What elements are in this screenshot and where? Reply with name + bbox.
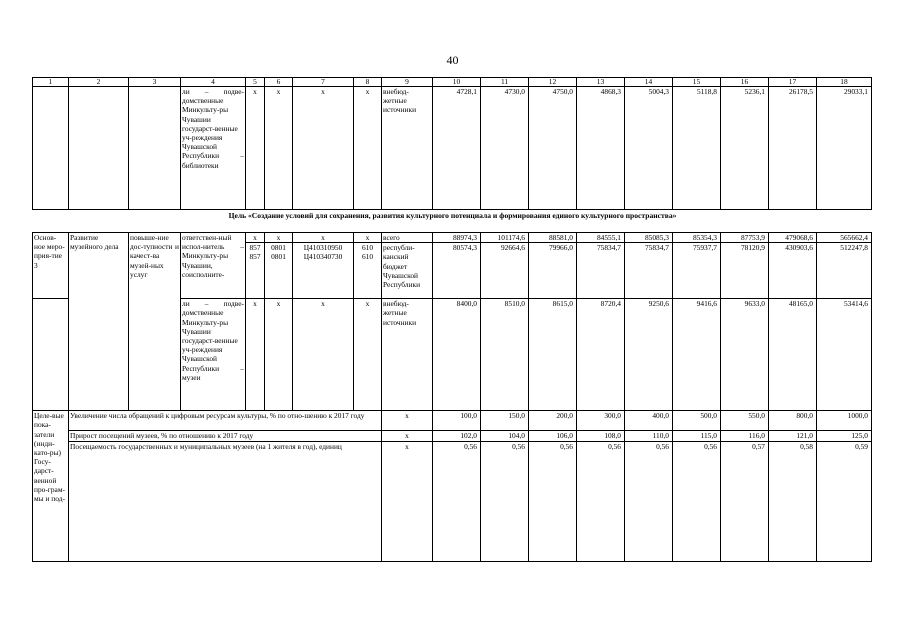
column-number-7: 7 <box>293 78 354 87</box>
column-number-8: 8 <box>354 78 382 87</box>
column-number-3: 3 <box>129 78 181 87</box>
budget-table-part-2 <box>32 232 872 562</box>
event-number-cell: Основ-ное меро-прия-тие 3 <box>33 233 69 299</box>
indicator-name-cell: Прирост посещений музеев, % по отношению к 2017 году <box>69 431 382 441</box>
column-number-15: 15 <box>673 78 721 87</box>
indicator-name-cell: Увеличение числа обращений к цифровым ресурсам культуры, % по отно-шению к 2017 году <box>69 411 382 431</box>
table-row: ли – подве-домственные Минкульту-ры Чувашии государст-венные уч-реждения Чувашской Республики – библиотеки x x x x внебюд-жетные источники 4728,1 4730,0 4750,0 4868,3 5004,3 5118,8 5236,1 26178,5 29033,1 <box>33 87 872 210</box>
table-row: Посещаемость государственных и муниципальных музеев (на 1 жителя в год), единиц x 0,56 0,56 0,56 0,56 0,56 0,56 0,57 0,58 0,59 <box>33 441 872 562</box>
expected-result-cell: повыше-ние дос-тупности и качест-ва музей-ных услуг <box>129 233 181 411</box>
column-number-1: 1 <box>33 78 69 87</box>
table-row: Основ-ное меро-прия-тие 3 Развитие музейного дела повыше-ние дос-тупности и качест-ва музей-ных услуг ответствен-ный испол-нитель – Минкульту-ры Чувашии, соисполните- x x x x всего 88974,3 101174,6 88581,0 84555,1 85085,3 85354,3 87753,9 479068,6 565662,4 <box>33 233 872 243</box>
executor-cell: ответствен-ный испол-нитель – Минкульту-ры Чувашии, соисполните- <box>181 233 246 299</box>
table-row: ли – подве-домственные Минкульту-ры Чувашии государст-венные уч-реждения Чувашской Республики – музеи x x x x внебюд-жетные источники 8400,0 8510,0 8615,0 8720,4 9250,6 9416,6 9633,0 48165,0 53414,6 <box>33 299 872 411</box>
column-number-9: 9 <box>382 78 433 87</box>
funding-source-cell: внебюд-жетные источники <box>382 87 433 210</box>
executor-cell: ли – подве-домственные Минкульту-ры Чувашии государст-венные уч-реждения Чувашской Республики – библиотеки <box>181 87 246 210</box>
column-number-2: 2 <box>69 78 129 87</box>
column-number-6: 6 <box>265 78 293 87</box>
column-number-row <box>33 78 872 87</box>
table-row: 857 857 0801 0801 Ц410310950 Ц410340730 610 610 республи-канский бюджет Чувашской Республики 80574,3 92664,6 79966,0 75834,7 75834,7 75937,7 78120,9 430903,6 512247,8 <box>33 243 872 299</box>
column-number-14: 14 <box>625 78 673 87</box>
table-row: Прирост посещений музеев, % по отношению к 2017 году x 102,0 104,0 106,0 108,0 110,0 115,0 116,0 121,0 125,0 <box>33 431 872 441</box>
column-number-4: 4 <box>181 78 246 87</box>
indicator-name-cell: Посещаемость государственных и муниципальных музеев (на 1 жителя в год), единиц <box>69 441 382 562</box>
column-number-16: 16 <box>721 78 769 87</box>
column-number-18: 18 <box>817 78 872 87</box>
indicators-label-cell: Целе-вые пока-затели (инди-като-ры) Госу-дарст-венной про-грам-мы и под- <box>33 411 69 562</box>
column-number-17: 17 <box>769 78 817 87</box>
goal-heading: Цель «Создание условий для сохранения, развития культурного потенциала и формирования единого культурного пространства» <box>228 211 677 220</box>
table-row: Целе-вые пока-затели (инди-като-ры) Госу-дарст-венной про-грам-мы и под- Увеличение числа обращений к цифровым ресурсам культуры, % по отно-шению к 2017 году x 100,0 150,0 200,0 300,0 400,0 500,0 550,0 800,0 1000,0 <box>33 411 872 431</box>
event-name-cell: Развитие музейного дела <box>69 233 129 411</box>
column-number-5: 5 <box>246 78 265 87</box>
page-number: 40 <box>446 53 459 67</box>
column-number-10: 10 <box>433 78 481 87</box>
budget-table-part-1 <box>32 77 872 210</box>
column-number-11: 11 <box>481 78 529 87</box>
column-number-13: 13 <box>577 78 625 87</box>
executor-cell: ли – подве-домственные Минкульту-ры Чувашии государст-венные уч-реждения Чувашской Республики – музеи <box>181 299 246 411</box>
column-number-12: 12 <box>529 78 577 87</box>
